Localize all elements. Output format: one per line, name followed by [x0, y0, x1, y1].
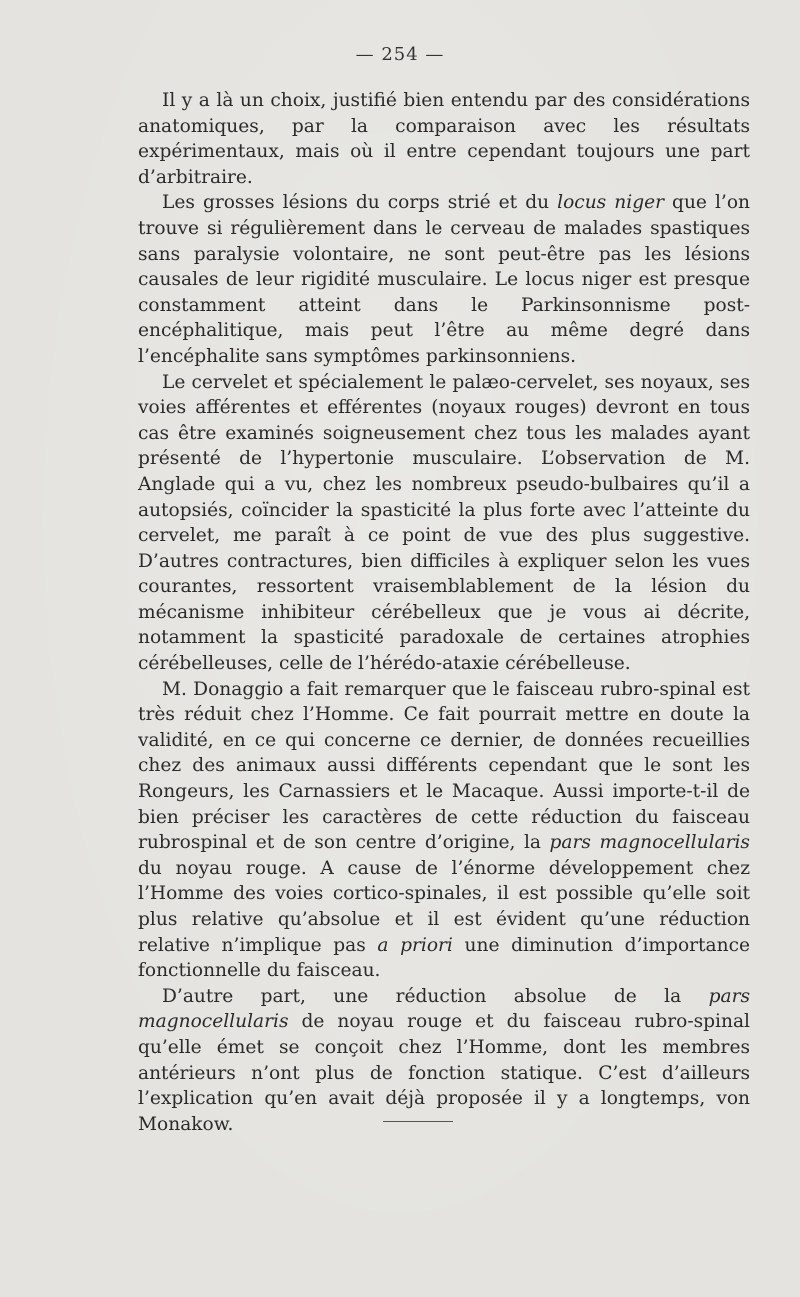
paragraph: [138, 984, 750, 1138]
text-run: M. Donaggio a fait remarquer que le faisceau rubro-spinal est très réduit chez l’Homme. Ce fait pourrait mettre en doute la validité, en ce qui concerne ce dernier, de données recueillies chez des animaux aussi différents cependant que le sont les Rongeurs, les Carnassiers et le Macaque. Aussi importe-t-il de bien préciser les caractères de cette réduction du faisceau rubrospinal et de son centre d’origine, la: [138, 678, 750, 854]
text-run: de noyau rouge et du faisceau rubro-spinal qu’elle émet se conçoit chez l’Homme, dont les membres antérieurs n’ont plus de fonction statique. C’est d’ailleurs l’explication qu’en avait déjà proposée il y a longtemps, von Monakow.: [138, 1011, 750, 1135]
body-text: [138, 88, 750, 1137]
italic-term: locus niger: [557, 192, 664, 214]
text-run: Les grosses lésions du corps strié et du: [162, 192, 558, 214]
paragraph: [138, 88, 750, 190]
text-run: que l’on trouve si régulièrement dans le cerveau de malades spastiques sans paralysie volontaire, ne sont peut-être pas les lésions causales de leur rigidité musculaire. Le locus niger est presque constamment atteint dans le Parkinsonnisme post-encéphalitique, mais peut l’être au même degré dans l’encéphalite sans symptômes parkinsonniens.: [138, 192, 751, 367]
text-run: du noyau rouge. A cause de l’énorme développement chez l’Homme des voies cortico-spinales, il est possible qu’elle soit plus relative qu’absolue et il est évident qu’une réduction relative n’implique pas: [138, 857, 750, 956]
paragraph: [138, 370, 750, 677]
italic-term: a priori: [377, 934, 453, 956]
italic-term: pars magnocellularis: [138, 985, 750, 1033]
text-run: D’autre part, une réduction absolue de la: [162, 985, 709, 1007]
text-run: Il y a là un choix, justifié bien entendu par des considérations anatomiques, par la comparaison avec les résultats expérimentaux, mais où il entre cependant toujours une part d’arbitraire.: [138, 90, 750, 188]
italic-term: pars magnocellularis: [549, 832, 750, 854]
text-run: Le cervelet et spécialement le palæo-cervelet, ses noyaux, ses voies afférentes et efférentes (noyaux rouges) devront en tous cas être examinés soigneusement chez tous les malades ayant présenté de l’hypertonie musculaire. L’observation de M. Anglade qui a vu, chez les nombreux pseudo-bulbaires qu’il a autopsiés, coïncider la spasticité la plus forte avec l’atteinte du cervelet, me paraît à ce point de vue des plus suggestive. D’autres contractures, bien difficiles à expliquer selon les vues courantes, ressortent vraisemblablement de la lésion du mécanisme inhibiteur cérébelleux que je vous ai décrite, notamment la spasticité paradoxale de certaines atrophies cérébelleuses, celle de l’hérédo-ataxie cérébelleuse.: [138, 371, 750, 675]
paragraph: [138, 677, 750, 984]
page-number: — 254 —: [355, 44, 445, 65]
paragraph: [138, 190, 750, 369]
text-run: une diminution d’importance fonctionnelle du faisceau.: [138, 934, 750, 982]
closing-rule: [383, 1121, 453, 1122]
